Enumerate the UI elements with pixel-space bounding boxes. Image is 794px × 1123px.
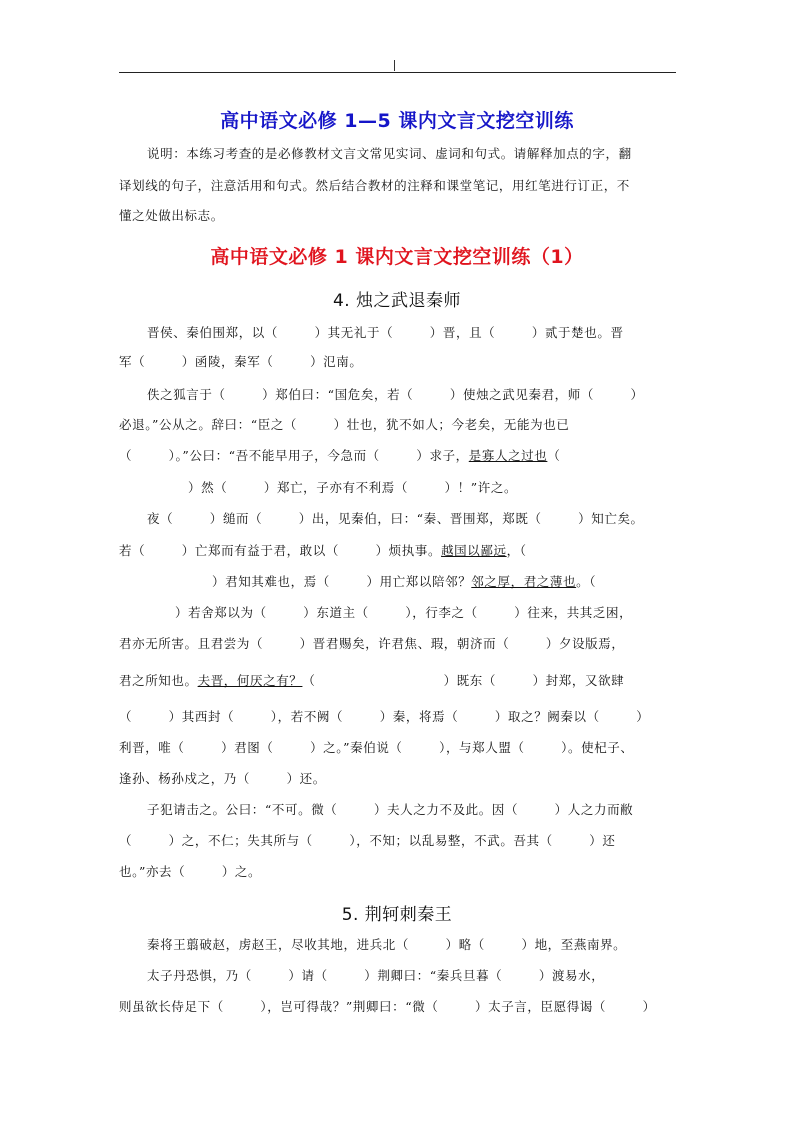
header-rule — [119, 72, 676, 73]
underlined-sentence: 邻之厚，君之薄也 — [471, 574, 577, 589]
text-line: 利晋，唯（ ）君图（ ）之。”秦伯说（ ），与郑人盟（ ）。使杞子、 — [119, 740, 634, 755]
header-mark — [394, 60, 395, 71]
text-line: （ ）其西封（ ），若不阙（ ）秦，将焉（ ）取之？阙秦以（ ） — [119, 709, 650, 724]
text-line: 若（ ）亡郑而有益于君，敢以（ ）烦执事。越国以鄙远，（ — [119, 543, 527, 558]
text-line: 必退。”公从之。辞曰：“臣之（ ）壮也，犹不如人；今老矣，无能为也已 — [119, 417, 570, 432]
text-line: ）然（ ）郑亡，子亦有不利焉（ ）！”许之。 — [188, 480, 518, 495]
text-line: 晋侯、秦伯围郑，以（ ）其无礼于（ ）晋，且（ ）贰于楚也。晋 — [147, 325, 624, 340]
text-line: 佚之狐言于（ ）郑伯曰：“国危矣，若（ ）使烛之武见秦君，师（ ） — [147, 387, 644, 402]
text-line: 夜（ ）缒而（ ）出，见秦伯，曰：“秦、晋围郑，郑既（ ）知亡矣。 — [147, 511, 644, 526]
text-line: ）君知其难也，焉（ ）用亡郑以陪邻？邻之厚，君之薄也。（ — [212, 574, 597, 589]
section-title: 高中语文必修 1 课内文言文挖空训练（1） — [210, 246, 584, 268]
underlined-sentence: 是寡人之过也 — [468, 448, 548, 463]
text-line: 则虽欲长侍足下（ ），岂可得哉？”荆卿曰：“微（ ）太子言，臣愿得谒（ ） — [119, 999, 656, 1014]
document-title: 高中语文必修 1—5 课内文言文挖空训练 — [220, 110, 574, 132]
intro-line-3: 懂之处做出标志。 — [119, 208, 224, 223]
text-line: 军（ ）函陵，秦军（ ）氾南。 — [119, 354, 363, 369]
text-line: 子犯请击之。公曰：“不可。微（ ）夫人之力不及此。因（ ）人之力而敝 — [147, 802, 634, 817]
underlined-sentence: 越国以鄙远 — [441, 543, 507, 558]
text-line: 太子丹恐惧，乃（ ）请（ ）荆卿曰：“秦兵旦暮（ ）渡易水， — [147, 968, 605, 983]
intro-line-1: 说明：本练习考查的是必修教材文言文常见实词、虚词和句式。请解释加点的字，翻 — [147, 146, 632, 161]
text-line: 君之所知也。夫晋，何厌之有？（ ）既东（ ）封郑，又欲肆 — [119, 673, 625, 688]
intro-line-2: 译划线的句子，注意活用和句式。然后结合教材的注释和课堂笔记，用红笔进行订正，不 — [119, 178, 630, 193]
text-line: 君亦无所害。且君尝为（ ）晋君赐矣，许君焦、瑕，朝济而（ ）夕设版焉， — [119, 636, 625, 651]
text-line: 秦将王翦破赵，虏赵王，尽收其地，进兵北（ ）略（ ）地，至燕南界。 — [147, 937, 627, 952]
text-line: （ ）。”公曰：“吾不能早用子，今急而（ ）求子，是寡人之过也（ — [119, 448, 561, 463]
text-line: 也。”亦去（ ）之。 — [119, 864, 262, 879]
lesson-title-4: 4. 烛之武退秦师 — [332, 291, 462, 311]
text-line: （ ）之，不仁；失其所与（ ），不知；以乱易整，不武。吾其（ ）还 — [119, 833, 616, 848]
text-line: ）若舍郑以为（ ）东道主（ ），行李之（ ）往来，共其乏困， — [175, 605, 633, 620]
underlined-sentence: 夫晋，何厌之有？ — [197, 673, 303, 688]
lesson-title-5: 5. 荆轲刺秦王 — [341, 905, 453, 925]
text-line: 逢孙、杨孙戍之，乃（ ）还。 — [119, 771, 326, 786]
